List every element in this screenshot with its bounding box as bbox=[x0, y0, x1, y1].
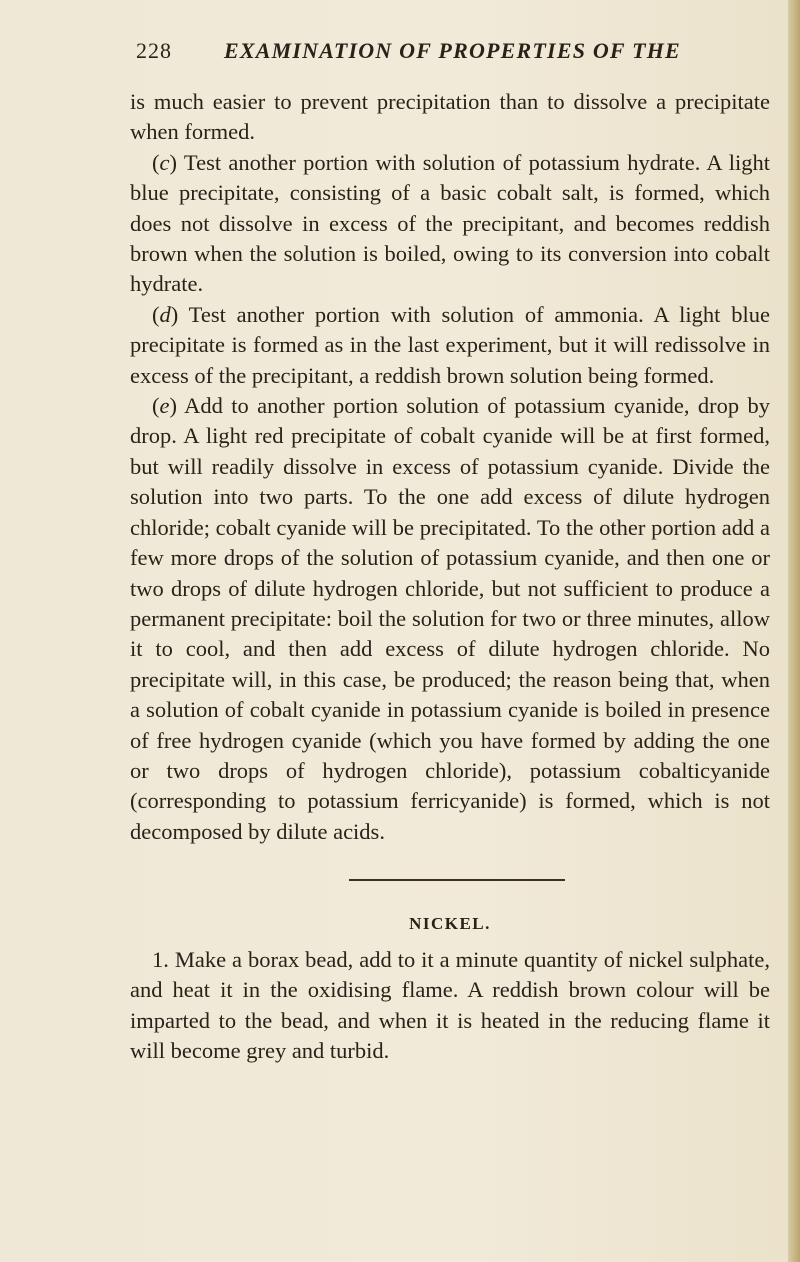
section-divider bbox=[349, 879, 565, 881]
running-header bbox=[136, 38, 776, 68]
paragraph-text: Make a borax bead, add to it a minute quantity of nickel sulphate, and heat it in the oxidising flame. A reddish brown colour will be imparted to the bead, and when it is heated in the reducing flame it will become grey and turbid. bbox=[130, 947, 770, 1064]
paragraph-continuation bbox=[130, 87, 770, 148]
paragraph-d bbox=[130, 300, 770, 391]
page-number: 228 bbox=[136, 38, 172, 63]
section-heading: NICKEL. bbox=[409, 914, 491, 933]
paragraph-text: is much easier to prevent precipitation than to dissolve a precipitate when formed. bbox=[130, 89, 770, 145]
page-edge bbox=[788, 0, 800, 1262]
main-text bbox=[130, 87, 770, 847]
paragraph-e bbox=[130, 391, 770, 847]
paragraph-label: (c) bbox=[152, 149, 177, 175]
paragraph-label: 1. bbox=[152, 947, 169, 972]
section-text bbox=[130, 945, 770, 1067]
paragraph-text: Test another portion with solution of ammonia. A light blue precipitate is formed as in the last experiment, but it will redissolve in excess of the precipitant, a reddish brown solution being formed. bbox=[130, 301, 770, 388]
running-title: EXAMINATION OF PROPERTIES OF THE bbox=[224, 38, 681, 63]
paragraph-text: Add to another portion solution of potassium cyanide, drop by drop. A light red precipitate of cobalt cyanide will be at first formed, but will readily dissolve in excess of potassium cyanide. Divide the solution into two parts. To the one add excess of dilute hydrogen chloride; cobalt cyanide will be precipitated. To the other portion add a few more drops of the solution of potassium cyanide, and then one or two drops of dilute hydrogen chloride, but not sufficient to produce a permanent precipitate: boil the solution for two or three minutes, allow it to cool, and then add excess of dilute hydrogen chloride. No precipitate will, in this case, be produced; the reason being that, when a solution of cobalt cyanide in potassium cyanide is boiled in presence of free hydrogen cyanide (which you have formed by adding the one or two drops of hydrogen chloride), potassium cobalticyanide (corresponding to potassium ferricyanide) is formed, which is not decomposed by dilute acids. bbox=[130, 393, 770, 844]
paragraph-label: (d) bbox=[152, 301, 179, 327]
paragraph-1 bbox=[130, 945, 770, 1067]
paragraph-text: Test another portion with solution of potassium hydrate. A light blue precipitate, consisting of a basic cobalt salt, is formed, which does not dissolve in excess of the precipitant, and becomes reddish brown when the solution is boiled, owing to its conversion into cobalt hydrate. bbox=[130, 149, 770, 297]
paragraph-label: (e) bbox=[152, 393, 177, 419]
paragraph-c bbox=[130, 148, 770, 300]
